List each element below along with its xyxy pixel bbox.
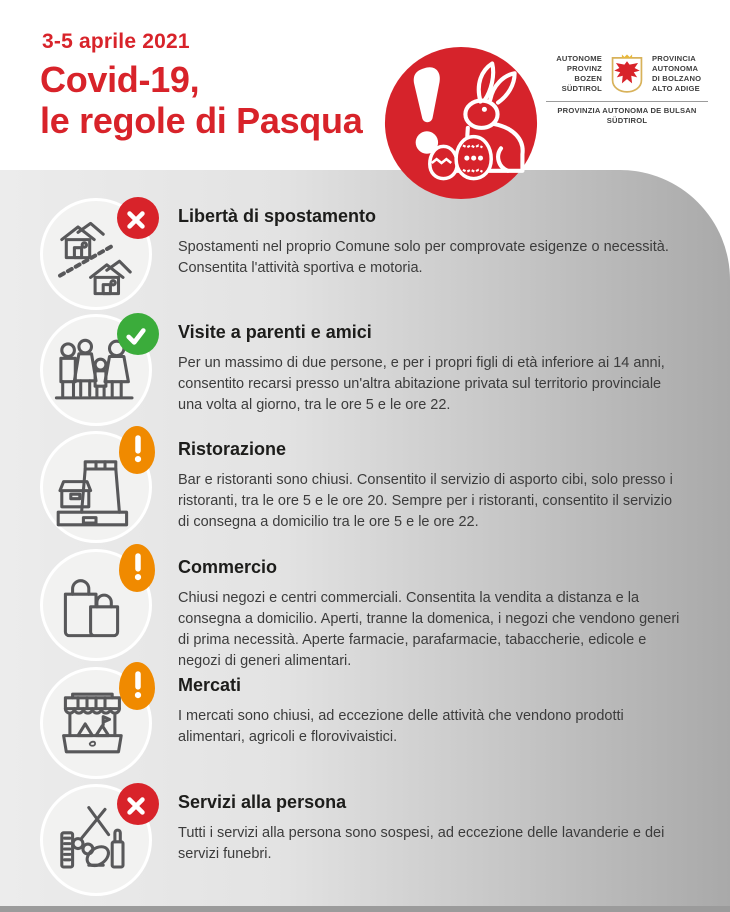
date-label: 3-5 aprile 2021 bbox=[42, 30, 190, 53]
rule-body: Chiusi negozi e centri commerciali. Consentita la vendita a distanza e la consegna a domicilio. Aperti, tranne la domenica, i negozi che vendono generi di prima necessità. Aperte farmacie, parafarmacie, tabaccherie, edicole e negozi di generi alimentari. bbox=[178, 590, 680, 669]
x-badge-icon bbox=[117, 783, 159, 825]
rule-title: Mercati bbox=[178, 675, 242, 695]
exclamation-badge-icon bbox=[119, 544, 155, 592]
rabbit-eye bbox=[482, 107, 487, 112]
province-logo bbox=[546, 52, 708, 127]
red-circle bbox=[385, 47, 537, 199]
rule-title: Visite a parenti e amici bbox=[178, 322, 372, 342]
rule-ristorazione bbox=[40, 431, 700, 533]
check-badge-icon bbox=[117, 313, 159, 355]
rule-body: Spostamenti nel proprio Comune solo per comprovate esigenze o necessità. Consentita l'attività sportiva e motoria. bbox=[178, 239, 669, 276]
page-title-line1: Covid-19, bbox=[40, 59, 200, 100]
easter-rabbit-badge bbox=[383, 45, 539, 201]
rule-visite-a-parenti-e-amici bbox=[40, 314, 700, 416]
family-icon bbox=[40, 314, 152, 426]
houses-icon bbox=[40, 198, 152, 310]
rule-title: Servizi alla persona bbox=[178, 792, 347, 812]
rule-body: Per un massimo di due persone, e per i propri figli di età inferiore ai 14 anni, consentito recarsi presso un'altra abitazione privata sul territorio provinciale una volta al giorno, tra le ore 5 e le ore 22. bbox=[178, 355, 665, 413]
bottom-edge bbox=[0, 906, 730, 912]
rule-body: I mercati sono chiusi, ad eccezione delle attività che vendono prodotti alimentari, agricoli e florovivaistici. bbox=[178, 708, 624, 745]
exclamation-badge-icon bbox=[119, 662, 155, 710]
rule-title: Libertà di spostamento bbox=[178, 206, 377, 226]
rule-title: Commercio bbox=[178, 557, 278, 577]
rule-liberta-di-spostamento bbox=[40, 198, 700, 279]
x-badge-icon bbox=[117, 197, 159, 239]
personal-care-icon bbox=[40, 784, 152, 896]
shopping-bags-icon bbox=[40, 549, 152, 661]
rule-body: Bar e ristoranti sono chiusi. Consentito il servizio di asporto cibi, solo presso i ristoranti, tra le ore 5 e le ore 20. Sempre per i ristoranti, consentito il servizio di consegna a domicilio tra le ore 5 e le ore 22. bbox=[178, 472, 673, 530]
market-stall-icon bbox=[40, 667, 152, 779]
rule-servizi-alla-persona bbox=[40, 784, 700, 865]
logo-text-italian: PROVINCIA AUTONOMA DI BOLZANO ALTO ADIGE bbox=[652, 53, 702, 94]
eagle-crest-icon bbox=[610, 52, 644, 96]
rule-body: Tutti i servizi alla persona sono sospesi, ad eccezione delle lavanderie e dei servizi funebri. bbox=[178, 825, 665, 862]
exclamation-badge-icon bbox=[119, 426, 155, 474]
rule-title: Ristorazione bbox=[178, 439, 287, 459]
logo-divider bbox=[546, 101, 708, 102]
logo-text-ladin: PROVINZIA AUTONOMA DE BULSAN SÜDTIROL bbox=[557, 106, 697, 126]
rule-commercio bbox=[40, 549, 700, 672]
takeaway-food-icon bbox=[40, 431, 152, 543]
page-title-line2: le regole di Pasqua bbox=[40, 99, 363, 141]
rule-mercati bbox=[40, 667, 700, 748]
page-title bbox=[40, 60, 362, 141]
logo-text-german: AUTONOME PROVINZ BOZEN SÜDTIROL bbox=[556, 53, 602, 94]
